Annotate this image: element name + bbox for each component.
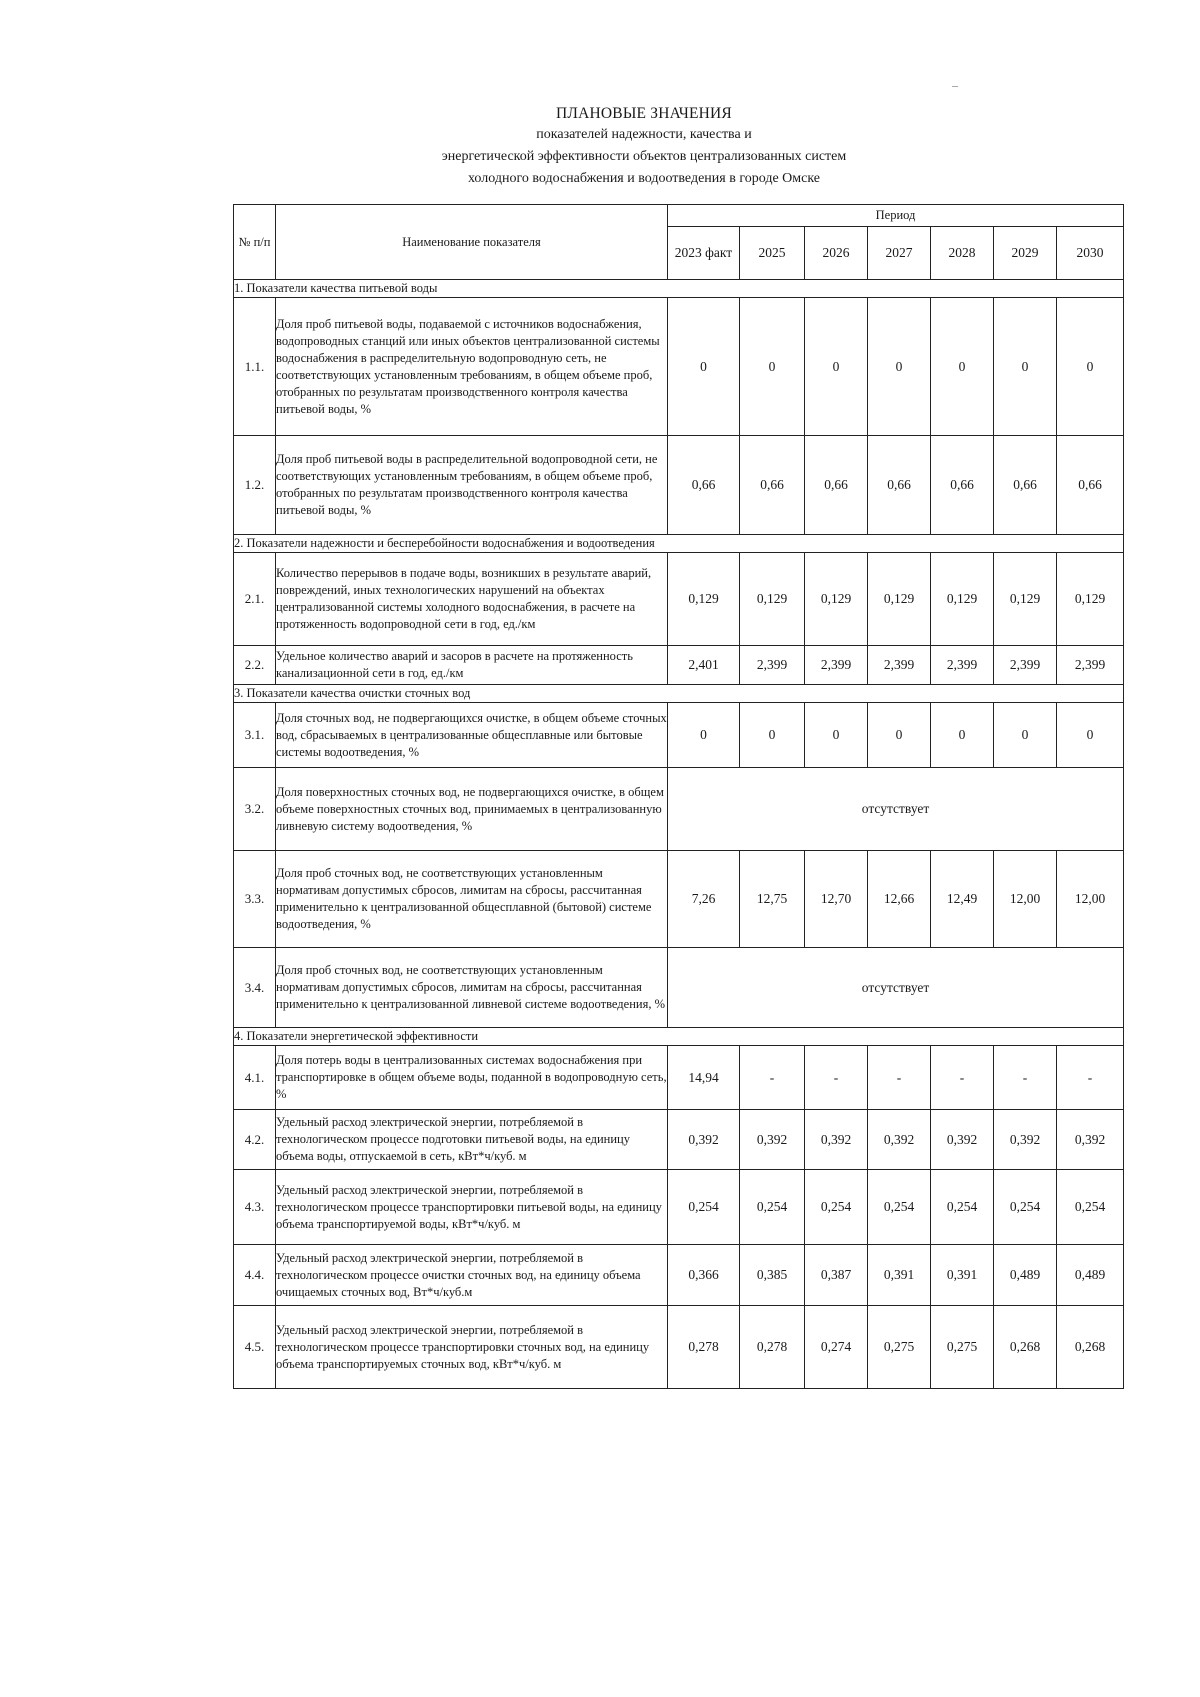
indicator-name: Доля проб сточных вод, не соответствующих установленным нормативам допустимых сбросов, лимитам на сбросы, рассчитанная применительно к централизованной общесплавной (бытовой) системе водоотведения, % [276,851,668,948]
table-row [234,948,1124,1028]
value-cell: 0,274 [805,1306,868,1389]
value-cell: 0 [668,703,740,768]
value-cell: 0,391 [868,1245,931,1306]
table-row [234,851,1124,948]
value-cell: 0 [740,298,805,436]
header-year: 2025 [740,227,805,280]
row-number: 1.1. [234,298,276,436]
value-cell: 2,399 [931,646,994,685]
value-cell: 0,254 [668,1170,740,1245]
indicator-name: Доля проб питьевой воды в распределительной водопроводной сети, не соответствующих установленным требованиям, в общем объеме проб, отобранных по результатам производственного контроля качества питьевой воды, % [276,436,668,535]
value-cell: 0,392 [668,1110,740,1170]
value-cell: 0 [868,298,931,436]
value-cell: 2,399 [868,646,931,685]
value-cell: 0,278 [668,1306,740,1389]
indicators-table [233,204,1124,1389]
header-year: 2030 [1057,227,1124,280]
value-cell: 12,00 [994,851,1057,948]
value-cell: 0,385 [740,1245,805,1306]
indicator-name: Удельный расход электрической энергии, потребляемой в технологическом процессе транспортировки питьевой воды, на единицу объема транспортируемой воды, кВт*ч/куб. м [276,1170,668,1245]
value-cell: 7,26 [668,851,740,948]
value-cell: 0,489 [1057,1245,1124,1306]
header-row-period [234,205,1124,227]
value-cell: 0,392 [994,1110,1057,1170]
value-cell: 0 [805,298,868,436]
value-cell: 2,399 [740,646,805,685]
table-row [234,768,1124,851]
row-number: 4.2. [234,1110,276,1170]
value-cell: 0,129 [740,553,805,646]
table-row [234,1170,1124,1245]
value-cell: 2,401 [668,646,740,685]
section-row [234,685,1124,703]
value-cell: 0,254 [805,1170,868,1245]
section-heading: 4. Показатели энергетической эффективности [234,1028,1124,1046]
indicator-name: Удельное количество аварий и засоров в расчете на протяженность канализационной сети в год, ед./км [276,646,668,685]
indicator-name: Доля проб питьевой воды, подаваемой с источников водоснабжения, водопроводных станций или иных объектов централизованной системы водоснабжения в распределительную водопроводную сеть, не соответствующих установленным требованиям, в общем объеме проб, отобранных по результатам производственного контроля качества питьевой воды, % [276,298,668,436]
value-cell: 0,254 [868,1170,931,1245]
value-cell: 0,268 [994,1306,1057,1389]
table-row [234,703,1124,768]
section-heading: 2. Показатели надежности и бесперебойности водоснабжения и водоотведения [234,535,1124,553]
value-cell: 0 [805,703,868,768]
value-cell: 0,392 [1057,1110,1124,1170]
indicator-name: Доля проб сточных вод, не соответствующих установленным нормативам допустимых сбросов, лимитам на сбросы, рассчитанная применительно к централизованной ливневой системе водоотведения, % [276,948,668,1028]
indicator-name: Доля сточных вод, не подвергающихся очистке, в общем объеме сточных вод, сбрасываемых в централизованные общесплавные или бытовые системы водоотведения, % [276,703,668,768]
value-cell: 0,129 [668,553,740,646]
value-cell: - [868,1046,931,1110]
value-cell: 2,399 [994,646,1057,685]
value-cell: 0,387 [805,1245,868,1306]
merged-value-cell: отсутствует [668,948,1124,1028]
row-number: 3.1. [234,703,276,768]
header-year: 2023 факт [668,227,740,280]
value-cell: - [805,1046,868,1110]
value-cell: 0,392 [805,1110,868,1170]
header-name: Наименование показателя [276,205,668,280]
value-cell: 0,66 [740,436,805,535]
value-cell: - [994,1046,1057,1110]
value-cell: 0 [668,298,740,436]
merged-value-cell: отсутствует [668,768,1124,851]
value-cell: 0 [931,703,994,768]
value-cell: 0 [1057,298,1124,436]
title-line-1: ПЛАНОВЫЕ ЗНАЧЕНИЯ [556,105,732,122]
table-row [234,298,1124,436]
value-cell: 0,278 [740,1306,805,1389]
header-year: 2029 [994,227,1057,280]
value-cell: 0,66 [805,436,868,535]
value-cell: 0,366 [668,1245,740,1306]
row-number: 4.3. [234,1170,276,1245]
value-cell: 14,94 [668,1046,740,1110]
indicator-name: Удельный расход электрической энергии, потребляемой в технологическом процессе транспортировки сточных вод, на единицу объема транспортируемых сточных вод, кВт*ч/куб. м [276,1306,668,1389]
value-cell: 0 [994,703,1057,768]
value-cell: 12,70 [805,851,868,948]
table-row [234,1306,1124,1389]
header-num: № п/п [234,205,276,280]
section-heading: 1. Показатели качества питьевой воды [234,280,1124,298]
value-cell: - [740,1046,805,1110]
value-cell: 0 [994,298,1057,436]
row-number: 3.2. [234,768,276,851]
row-number: 4.1. [234,1046,276,1110]
value-cell: 0,66 [668,436,740,535]
value-cell: 0,254 [994,1170,1057,1245]
header-year: 2028 [931,227,994,280]
value-cell: 0 [740,703,805,768]
indicator-name: Доля поверхностных сточных вод, не подвергающихся очистке, в общем объеме поверхностных сточных вод, принимаемых в централизованную ливневую систему водоотведения, % [276,768,668,851]
value-cell: 0,275 [931,1306,994,1389]
indicator-name: Количество перерывов в подаче воды, возникших в результате аварий, повреждений, иных технологических нарушений на объектах централизованной системы холодного водоснабжения, в расчете на протяженность водопроводной сети в год, ед./км [276,553,668,646]
value-cell: 0,391 [931,1245,994,1306]
value-cell: 0,129 [994,553,1057,646]
table-row [234,436,1124,535]
value-cell: 0,254 [1057,1170,1124,1245]
row-number: 1.2. [234,436,276,535]
section-row [234,280,1124,298]
value-cell: 0,392 [868,1110,931,1170]
value-cell: 0,489 [994,1245,1057,1306]
value-cell: 0,268 [1057,1306,1124,1389]
row-number: 2.1. [234,553,276,646]
row-number: 3.3. [234,851,276,948]
value-cell: 0,129 [805,553,868,646]
title-line-4: холодного водоснабжения и водоотведения в городе Омске [467,171,821,186]
table-row [234,646,1124,685]
value-cell: 0,66 [994,436,1057,535]
value-cell: 0,254 [931,1170,994,1245]
value-cell: 0,129 [1057,553,1124,646]
value-cell: 0 [1057,703,1124,768]
table-row [234,1110,1124,1170]
value-cell: 0,129 [868,553,931,646]
value-cell: 0 [868,703,931,768]
value-cell: 12,00 [1057,851,1124,948]
value-cell: 0,254 [740,1170,805,1245]
title-line-2: показателей надежности, качества и [536,127,752,142]
section-row [234,1028,1124,1046]
value-cell: 0,66 [931,436,994,535]
value-cell: 12,49 [931,851,994,948]
indicator-name: Доля потерь воды в централизованных системах водоснабжения при транспортировке в общем объеме воды, поданной в водопроводную сеть, % [276,1046,668,1110]
table-row [234,1046,1124,1110]
row-number: 2.2. [234,646,276,685]
indicator-name: Удельный расход электрической энергии, потребляемой в технологическом процессе подготовки питьевой воды, на единицу объема воды, отпускаемой в сеть, кВт*ч/куб. м [276,1110,668,1170]
header-year: 2027 [868,227,931,280]
document-title [0,104,1200,190]
value-cell: 0 [931,298,994,436]
value-cell: - [1057,1046,1124,1110]
section-row [234,535,1124,553]
table-row [234,1245,1124,1306]
value-cell: 12,66 [868,851,931,948]
title-line-3: энергетической эффективности объектов централизованных систем [441,149,847,164]
row-number: 4.4. [234,1245,276,1306]
value-cell: 0,392 [931,1110,994,1170]
value-cell: 0,66 [1057,436,1124,535]
value-cell: 12,75 [740,851,805,948]
value-cell: - [931,1046,994,1110]
table-row [234,553,1124,646]
row-number: 3.4. [234,948,276,1028]
value-cell: 2,399 [805,646,868,685]
header-period: Период [668,205,1124,227]
value-cell: 0,66 [868,436,931,535]
scan-mark [952,86,958,87]
indicator-name: Удельный расход электрической энергии, потребляемой в технологическом процессе очистки сточных вод, на единицу объема очищаемых сточных вод, Вт*ч/куб.м [276,1245,668,1306]
value-cell: 0,392 [740,1110,805,1170]
value-cell: 0,129 [931,553,994,646]
header-year: 2026 [805,227,868,280]
section-heading: 3. Показатели качества очистки сточных вод [234,685,1124,703]
value-cell: 0,275 [868,1306,931,1389]
row-number: 4.5. [234,1306,276,1389]
value-cell: 2,399 [1057,646,1124,685]
